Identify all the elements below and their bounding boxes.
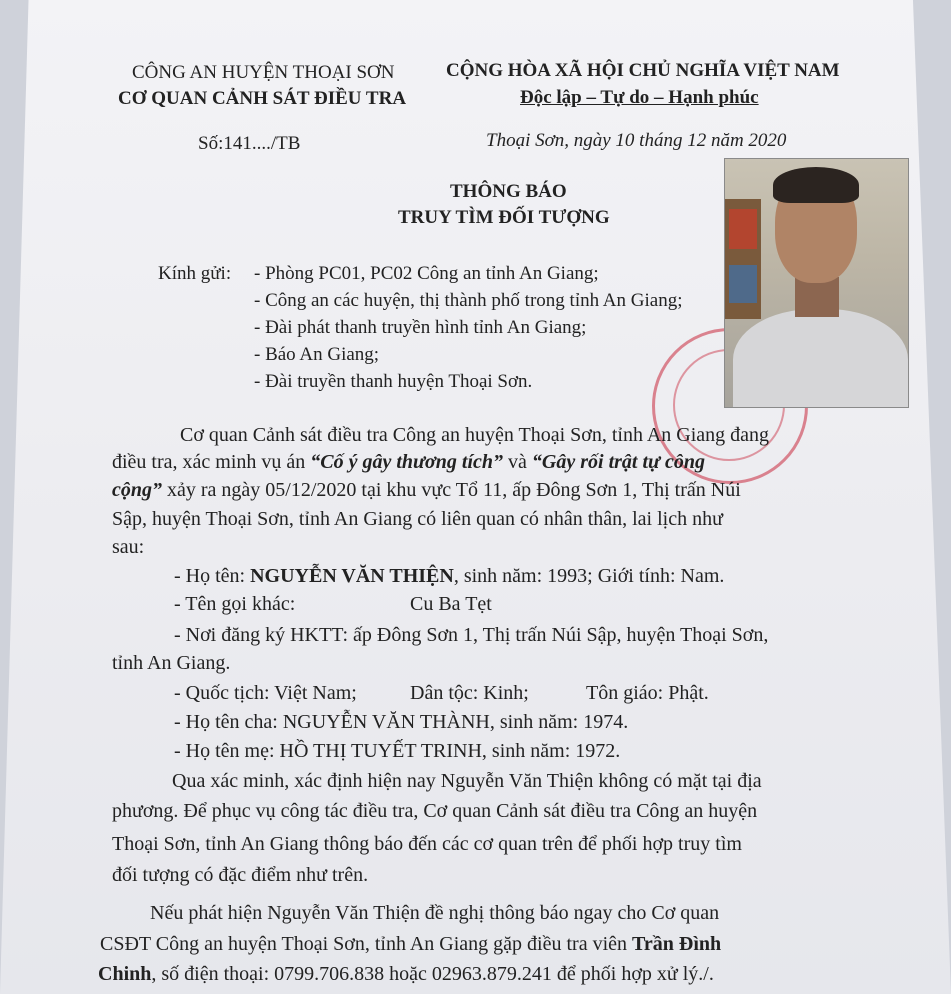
body-line: Thoại Sơn, tỉnh An Giang thông báo đến các cơ quan trên để phối hợp truy tìm <box>112 833 742 855</box>
body-line: đối tượng có đặc điểm như trên. <box>112 864 369 886</box>
recipient-item: - Báo An Giang; <box>254 344 380 365</box>
document-number: Số:141..../TB <box>198 133 301 154</box>
intro-line: Cơ quan Cảnh sát điều tra Công an huyện Thoại Sơn, tỉnh An Giang đang <box>180 424 770 446</box>
intro-line: sau: <box>112 536 145 558</box>
country-name: CỘNG HÒA XÃ HỘI CHỦ NGHĨA VIỆT NAM <box>446 60 840 81</box>
nationality: - Quốc tịch: Việt Nam; <box>174 682 357 704</box>
case-name-1: “Cố ý gây thương tích” <box>310 451 504 473</box>
intro-line: Sập, huyện Thoại Sơn, tỉnh An Giang có liên quan có nhân thân, lai lịch như <box>112 508 723 530</box>
notice-title: THÔNG BÁO <box>450 181 567 202</box>
recipient-item: - Công an các huyện, thị thành phố trong tỉnh An Giang; <box>254 290 683 311</box>
body-line: Qua xác minh, xác định hiện nay Nguyễn Văn Thiện không có mặt tại địa <box>172 770 762 792</box>
intro-line: cộng” xảy ra ngày 05/12/2020 tại khu vực Tổ 11, ấp Đông Sơn 1, Thị trấn Núi <box>112 479 741 501</box>
country-motto: Độc lập – Tự do – Hạnh phúc <box>520 87 759 108</box>
suspect-name-line: - Họ tên: NGUYỄN VĂN THIỆN, sinh năm: 1993; Giới tính: Nam. <box>174 565 725 587</box>
alias-value: Cu Ba Tẹt <box>410 593 492 615</box>
suspect-photo <box>724 158 909 408</box>
body-line: CSĐT Công an huyện Thoại Sơn, tỉnh An Giang gặp điều tra viên Trần Đình <box>100 933 722 955</box>
address-line: - Nơi đăng ký HKTT: ấp Đông Sơn 1, Thị trấn Núi Sập, huyện Thoại Sơn, <box>174 624 769 646</box>
place-date: Thoại Sơn, ngày 10 tháng 12 năm 2020 <box>486 130 787 151</box>
recipient-item: - Đài phát thanh truyền hình tỉnh An Giang; <box>254 317 587 338</box>
father-name: - Họ tên cha: NGUYỄN VĂN THÀNH, sinh năm: 1974. <box>174 711 629 733</box>
agency-name: CÔNG AN HUYỆN THOẠI SƠN <box>132 62 395 83</box>
suspect-name: NGUYỄN VĂN THIỆN <box>250 565 454 587</box>
address-line: tỉnh An Giang. <box>112 652 231 674</box>
body-line: Nếu phát hiện Nguyễn Văn Thiện đề nghị thông báo ngay cho Cơ quan <box>150 902 720 924</box>
notice-subtitle: TRUY TÌM ĐỐI TƯỢNG <box>398 207 610 228</box>
recipient-item: - Phòng PC01, PC02 Công an tỉnh An Giang; <box>254 263 599 284</box>
contact-phones: , số điện thoại: 0799.706.838 hoặc 02963.879.241 để phối hợp xử lý./. <box>151 963 714 985</box>
religion: Tôn giáo: Phật. <box>586 682 709 704</box>
case-name-2: “Gây rối trật tự công <box>531 451 706 473</box>
ethnicity: Dân tộc: Kinh; <box>410 682 529 704</box>
agency-department: CƠ QUAN CẢNH SÁT ĐIỀU TRA <box>118 88 407 109</box>
body-line: phương. Để phục vụ công tác điều tra, Cơ quan Cảnh sát điều tra Công an huyện <box>112 800 758 822</box>
alias-label: - Tên gọi khác: <box>174 593 296 615</box>
intro-line: điều tra, xác minh vụ án “Cố ý gây thương tích” và “Gây rối trật tự công <box>112 451 706 473</box>
recipient-item: - Đài truyền thanh huyện Thoại Sơn. <box>254 371 533 392</box>
body-line: Chinh, số điện thoại: 0799.706.838 hoặc 02963.879.241 để phối hợp xử lý./. <box>98 963 714 985</box>
recipients-label: Kính gửi: <box>158 263 232 284</box>
mother-name: - Họ tên mẹ: HỒ THỊ TUYẾT TRINH, sinh năm: 1972. <box>174 740 621 762</box>
investigator-name: Trần Đình <box>632 933 722 955</box>
